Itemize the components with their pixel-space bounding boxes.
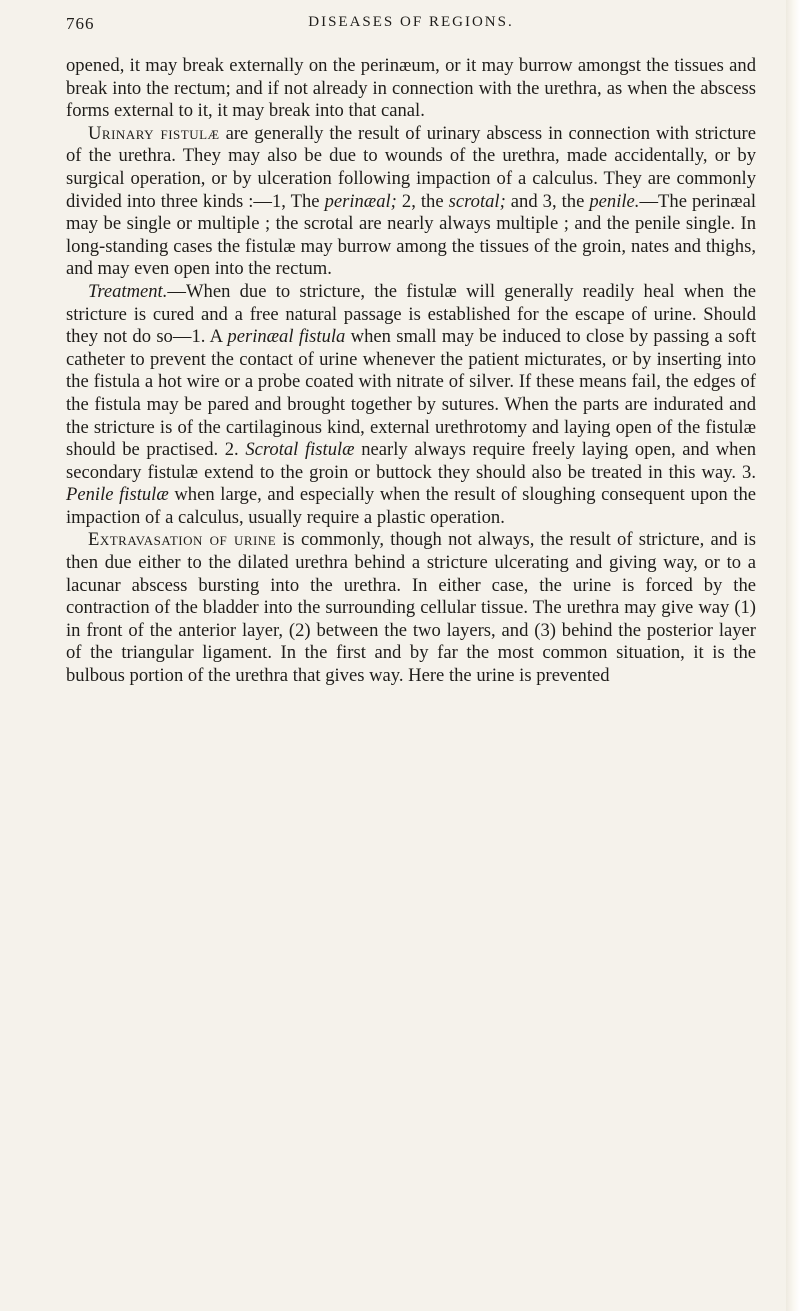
paragraph-text: 2, the [396, 190, 449, 212]
paragraph-text: are generally the result of urinary abscess in connection with stricture of the urethra. They may also be due to wounds of the urethra, made accidentally, or by surgical operation, or by ulceration following impaction of a calculus. They are commonly divided into three kinds :—1, The [66, 122, 756, 212]
paragraph-text: —When due to stricture, the fistulæ will generally readily heal when the stricture is cured and a free natural passage is established for the escape of urine. Should they not do so—1. A [66, 280, 756, 348]
italic-term-perinaeal: perinæal; [324, 190, 397, 212]
italic-term-scrotal-fistulae: Scrotal fistulæ [245, 439, 355, 461]
section-lead-urinary-fistulae: Urinary fistulæ [88, 122, 220, 144]
paragraph-text: is commonly, though not always, the result of stricture, and is then due either to the dilated urethra behind a stricture ulcerating and giving way, or to a lacunar abscess bursting into the urethra. In either case, the urine is forced by the contraction of the bladder into the surrounding cellular tissue. The urethra may give way (1) in front of the anterior layer, (2) between the two layers, and (3) behind the posterior layer of the triangular ligament. In the first and by far the most common situation, it is the bulbous portion of the urethra that gives way. Here the urine is prevented [66, 529, 756, 687]
paragraph-text: —The perinæal may be single or multiple ; the scrotal are nearly always multiple ; and the penile single. In long-standing cases the fistulæ may burrow among the tissues of the groin, nates and thighs, and may even open into the rectum. [66, 190, 756, 280]
page-edge [786, 0, 800, 1311]
paragraph-text: and 3, the [505, 190, 590, 212]
italic-term-penile-fistulae: Penile fistulæ [66, 484, 169, 506]
body-text [66, 55, 756, 688]
italic-term-perinaeal-fistula: perinæal fistula [227, 326, 346, 348]
paragraph-urinary-fistulae [66, 123, 756, 281]
paragraph-treatment [66, 281, 756, 530]
italic-term-penile: penile. [589, 190, 640, 212]
section-lead-extravasation: Extravasation of urine [88, 529, 277, 551]
paragraph-text: nearly always require freely laying open, and when secondary fistulæ extend to the groin or buttock they should also be treated in this way. 3. [66, 439, 756, 483]
paragraph-abscess-continuation [66, 55, 756, 123]
paragraph-extravasation [66, 529, 756, 687]
page-number: 766 [66, 14, 95, 33]
paragraph-text: when large, and especially when the result of sloughing consequent upon the impaction of a calculus, usually require a plastic operation. [66, 484, 756, 528]
paragraph-text: opened, it may break externally on the perinæum, or it may burrow amongst the tissues and break into the rectum; and if not already in connection with the urethra, as when the abscess forms external to it, it may break into that canal. [66, 55, 756, 122]
paragraph-text: when small may be induced to close by passing a soft catheter to prevent the contact of urine whenever the patient micturates, or by inserting into the fistula a hot wire or a probe coated with nitrate of silver. If these means fail, the edges of the fistula may be pared and brought together by sutures. When the parts are indurated and the stricture is of the cartilaginous kind, external urethrotomy and laying open of the fistulæ should be practised. 2. [66, 326, 756, 461]
italic-term-scrotal: scrotal; [448, 190, 506, 212]
page-header [66, 12, 756, 38]
section-lead-treatment: Treatment. [88, 280, 168, 302]
running-head: DISEASES OF REGIONS. [308, 14, 514, 30]
